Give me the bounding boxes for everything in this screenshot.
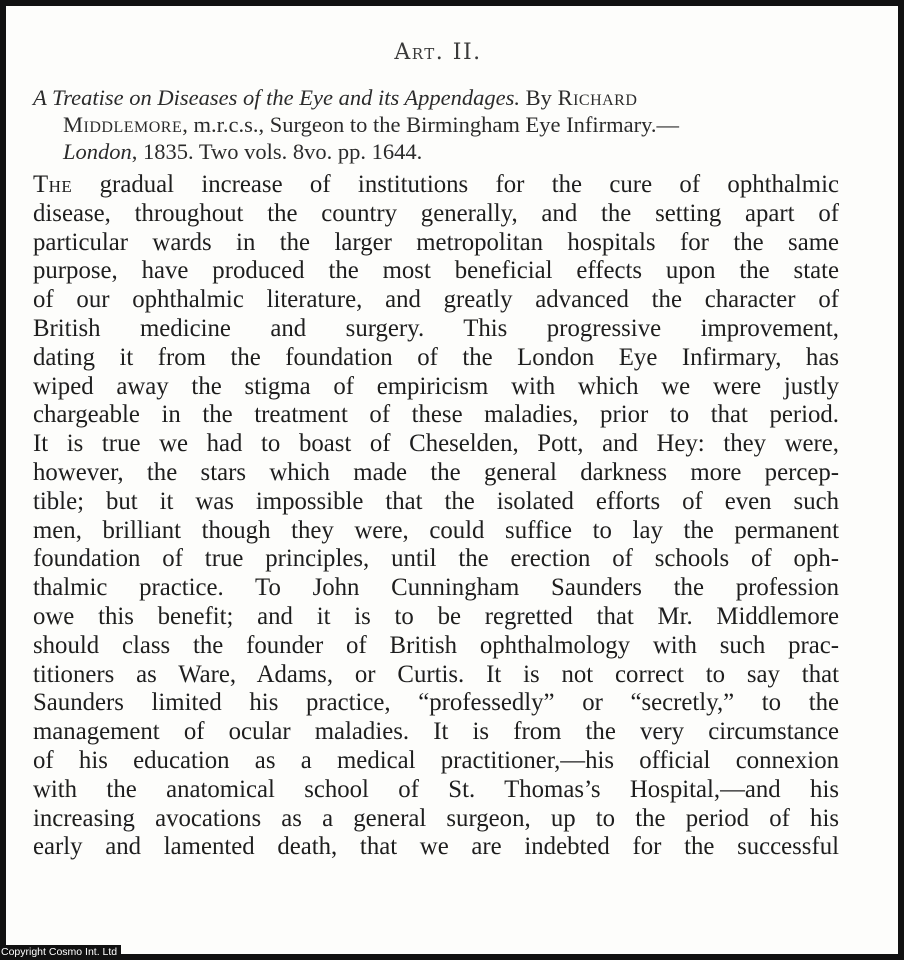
- body-line: tible; but it was impossible that the isolated efforts of even such: [33, 487, 839, 515]
- article-heading: Art. II.: [394, 40, 482, 65]
- body-line: purpose, have produced the most beneficial effects upon the state: [33, 257, 839, 285]
- body-line: men, brilliant though they were, could suffice to lay the permanent: [33, 516, 839, 544]
- body-line: owe this benefit; and it is to be regretted that Mr. Middlemore: [33, 602, 839, 630]
- author-last-name: Middlemore: [63, 112, 183, 137]
- body-line: thalmic practice. To John Cunningham Saunders the profession: [33, 574, 839, 602]
- body-line: British medicine and surgery. This progressive improvement,: [33, 314, 839, 342]
- citation-by: By: [520, 85, 558, 110]
- author-first-name: Richard: [557, 85, 638, 110]
- copyright-notice: Copyright Cosmo Int. Ltd: [0, 945, 121, 960]
- book-citation: [33, 84, 841, 165]
- body-line: however, the stars which made the general darkness more percep-: [33, 458, 839, 486]
- body-line: should class the founder of British ophthalmology with such prac-: [33, 631, 839, 659]
- body-line: titioners as Ware, Adams, or Curtis. It is not correct to say that: [33, 660, 839, 688]
- body-line: It is true we had to boast of Cheselden, Pott, and Hey: they were,: [33, 430, 839, 458]
- book-title: A Treatise on Diseases of the Eye and its Appendages.: [33, 85, 521, 110]
- body-line: early and lamented death, that we are indebted for the successful: [33, 833, 839, 861]
- citation-line-3: [33, 138, 841, 165]
- body-line: management of ocular maladies. It is from the very circumstance: [33, 718, 839, 746]
- body-line: with the anatomical school of St. Thomas’s Hospital,—and his: [33, 775, 839, 803]
- body-line: wiped away the stigma of empiricism with which we were justly: [33, 372, 839, 400]
- citation-line-1: [33, 84, 841, 111]
- author-credentials: , m.r.c.s., Surgeon to the Birmingham Eye Infirmary.—: [182, 112, 680, 137]
- article-body: [33, 171, 839, 862]
- body-line: particular wards in the larger metropolitan hospitals for the same: [33, 228, 839, 256]
- body-line: dating it from the foundation of the London Eye Infirmary, has: [33, 343, 839, 371]
- publication-details: , 1835. Two vols. 8vo. pp. 1644.: [131, 139, 423, 164]
- body-line: The gradual increase of institutions for the cure of ophthalmic: [33, 171, 839, 198]
- first-word: The: [33, 171, 73, 198]
- publication-place: London: [63, 139, 132, 164]
- body-line: of our ophthalmic literature, and greatly advanced the character of: [33, 286, 839, 314]
- body-line: foundation of true principles, until the erection of schools of oph-: [33, 545, 839, 573]
- body-line: chargeable in the treatment of these maladies, prior to that period.: [33, 401, 839, 429]
- body-line: increasing avocations as a general surgeon, up to the period of his: [33, 804, 839, 832]
- body-line: of his education as a medical practitioner,—his official connexion: [33, 746, 839, 774]
- body-line: disease, throughout the country generally, and the setting apart of: [33, 199, 839, 227]
- body-line: Saunders limited his practice, “professedly” or “secretly,” to the: [33, 689, 839, 717]
- citation-line-2: [33, 111, 841, 138]
- scanned-page: [6, 6, 898, 954]
